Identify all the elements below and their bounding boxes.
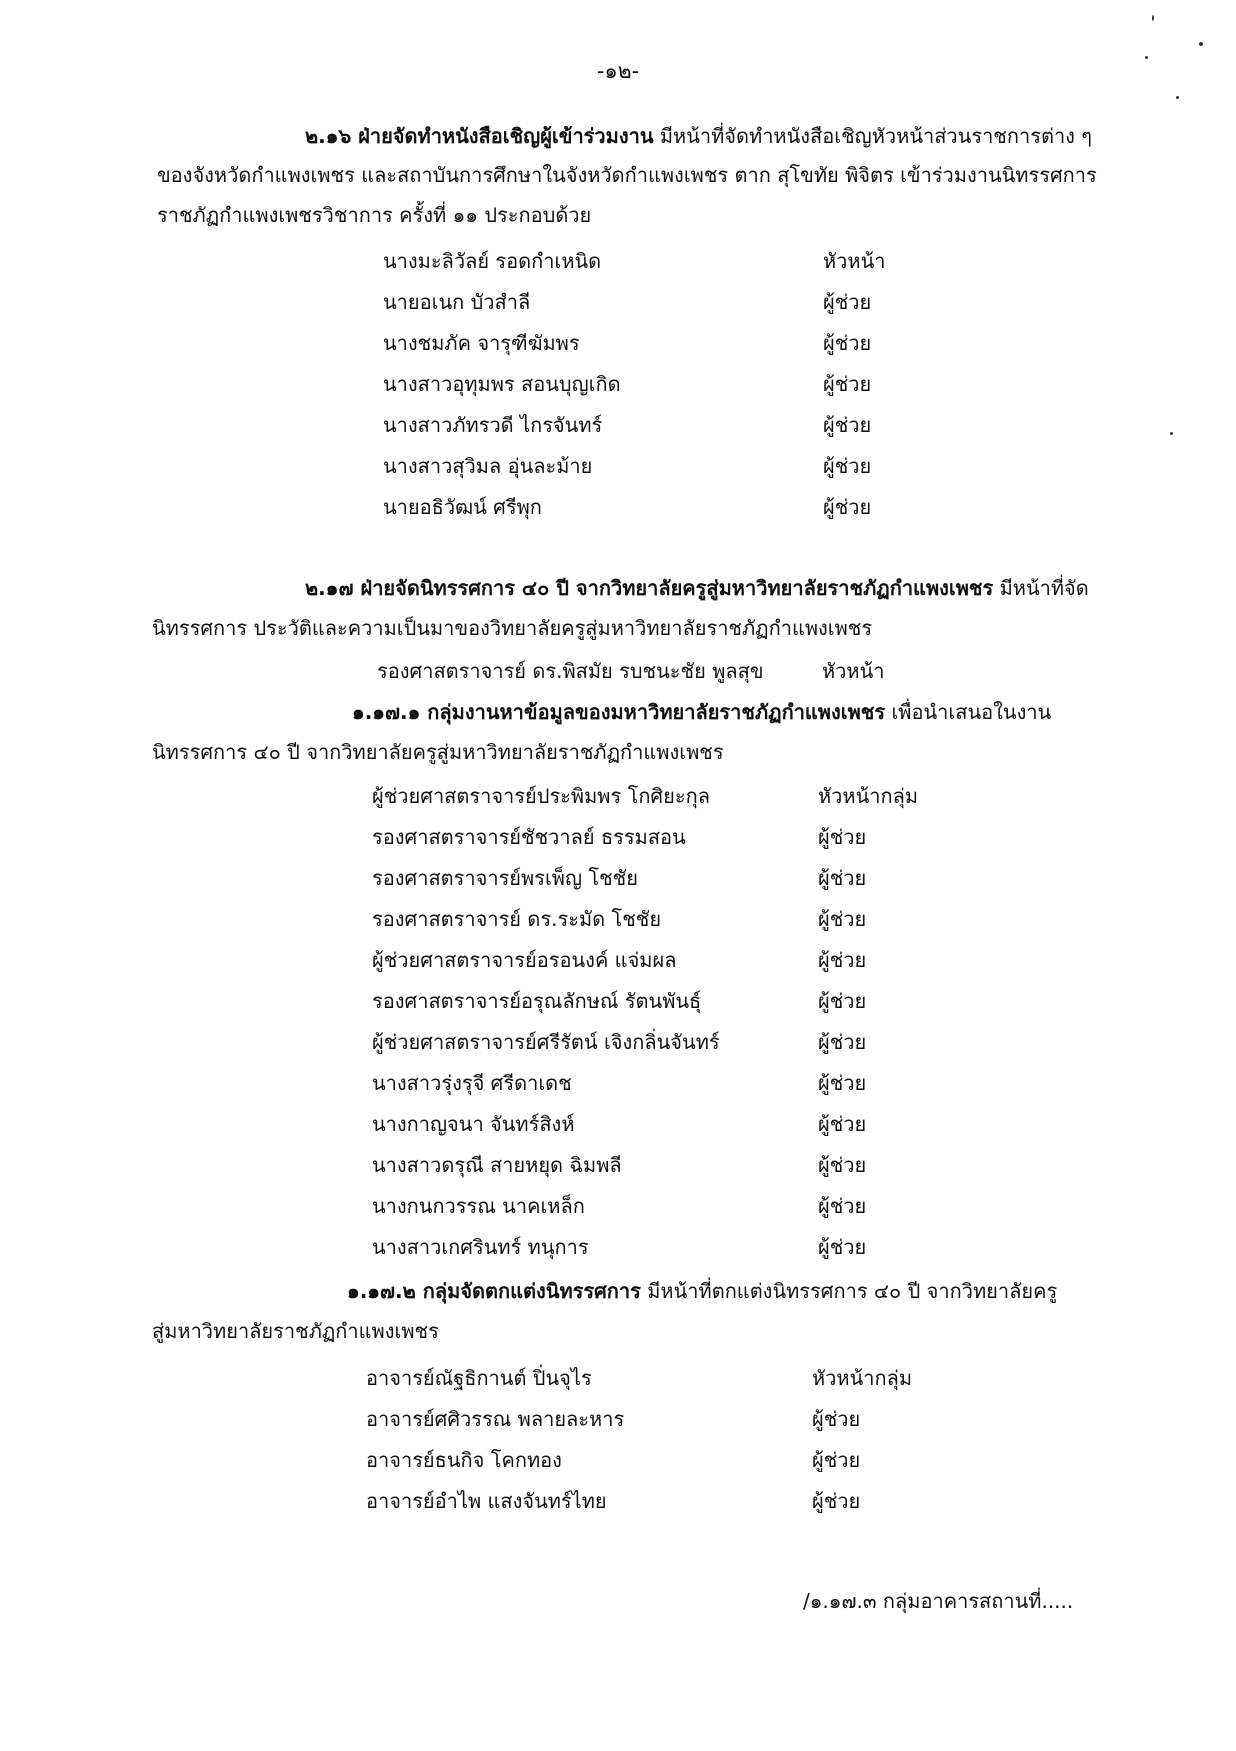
member-name: รองศาสตราจารย์พรเพ็ญ โชชัย bbox=[372, 866, 638, 890]
member-role: หัวหน้ากลุ่ม bbox=[812, 1366, 913, 1390]
member-role: ผู้ช่วย bbox=[823, 454, 872, 478]
member-role: ผู้ช่วย bbox=[818, 1071, 867, 1095]
group-1-line1-text: เพื่อนำเสนอในงาน bbox=[885, 700, 1052, 724]
member-name: นางชมภัค จารุฑีฆัมพร bbox=[383, 331, 580, 355]
member-role: ผู้ช่วย bbox=[818, 1194, 867, 1218]
section-2-17-head-role: หัวหน้า bbox=[822, 659, 885, 683]
section-2-16-line3: ราชภัฏกำแพงเพชรวิชาการ ครั้งที่ ๑๑ ประกอบด้วย bbox=[157, 203, 592, 227]
member-name: นางมะลิวัลย์ รอดกำเหนิด bbox=[383, 249, 602, 273]
member-role: ผู้ช่วย bbox=[818, 907, 867, 931]
section-2-17-head-name: รองศาสตราจารย์ ดร.พิสมัย รบชนะชัย พูลสุข bbox=[377, 659, 764, 683]
member-name: นางกาญจนา จันทร์สิงห์ bbox=[372, 1112, 575, 1136]
scan-speck bbox=[1152, 15, 1154, 21]
group-1-line2: นิทรรศการ ๔๐ ปี จากวิทยาลัยครูสู่มหาวิทยาลัยราชภัฏกำแพงเพชร bbox=[152, 740, 724, 764]
section-2-17-line2: นิทรรศการ ประวัติและความเป็นมาของวิทยาลัยครูสู่มหาวิทยาลัยราชภัฏกำแพงเพชร bbox=[152, 616, 873, 640]
group-2-line1 bbox=[347, 1275, 1057, 1307]
member-role: ผู้ช่วย bbox=[812, 1448, 861, 1472]
member-role: ผู้ช่วย bbox=[818, 1153, 867, 1177]
section-2-16-line1 bbox=[305, 120, 1092, 152]
member-name: รองศาสตราจารย์ชัชวาลย์ ธรรมสอน bbox=[372, 825, 686, 849]
group-1-line1 bbox=[352, 696, 1051, 728]
binder-hole-mark bbox=[1157, 1081, 1191, 1115]
member-role: ผู้ช่วย bbox=[823, 290, 872, 314]
scan-speck bbox=[1170, 432, 1173, 435]
page-number: -๑๒- bbox=[596, 59, 640, 83]
member-role: ผู้ช่วย bbox=[812, 1407, 861, 1431]
member-name: อาจารย์อำไพ แสงจันทร์ไทย bbox=[366, 1489, 607, 1513]
group-2-line2: สู่มหาวิทยาลัยราชภัฏกำแพงเพชร bbox=[152, 1319, 439, 1343]
member-role: ผู้ช่วย bbox=[818, 866, 867, 890]
member-name: อาจารย์ณัฐธิกานต์ ปิ่นจุไร bbox=[366, 1366, 592, 1390]
member-role: หัวหน้ากลุ่ม bbox=[818, 784, 919, 808]
group-1-heading: ๑.๑๗.๑ กลุ่มงานหาข้อมูลของมหาวิทยาลัยราชภัฏกำแพงเพชร bbox=[352, 700, 886, 724]
member-name: ผู้ช่วยศาสตราจารย์อรอนงค์ แจ่มผล bbox=[372, 948, 677, 972]
member-role: ผู้ช่วย bbox=[818, 1235, 867, 1259]
section-2-17-line1-text: มีหน้าที่จัด bbox=[993, 576, 1089, 600]
member-role: ผู้ช่วย bbox=[823, 372, 872, 396]
member-role: ผู้ช่วย bbox=[818, 989, 867, 1013]
member-role: ผู้ช่วย bbox=[823, 413, 872, 437]
continuation-note: /๑.๑๗.๓ กลุ่มอาคารสถานที่..... bbox=[803, 1589, 1074, 1613]
member-role: ผู้ช่วย bbox=[823, 331, 872, 355]
section-2-17-line1 bbox=[305, 572, 1089, 604]
section-2-16-line1-text: มีหน้าที่จัดทำหนังสือเชิญหัวหน้าส่วนราชการต่าง ๆ bbox=[653, 124, 1093, 148]
member-name: อาจารย์ศศิวรรณ พลายละหาร bbox=[366, 1407, 625, 1431]
member-name: นางสาวภัทรวดี ไกรจันทร์ bbox=[383, 413, 603, 437]
member-role: ผู้ช่วย bbox=[823, 495, 872, 519]
section-2-17-heading: ๒.๑๗ ฝ่ายจัดนิทรรศการ ๔๐ ปี จากวิทยาลัยครูสู่มหาวิทยาลัยราชภัฏกำแพงเพชร bbox=[305, 576, 994, 600]
member-name: นางสาวอุทุมพร สอนบุญเกิด bbox=[383, 372, 621, 396]
member-name: รองศาสตราจารย์ ดร.ระมัด โชชัย bbox=[372, 907, 662, 931]
group-2-heading: ๑.๑๗.๒ กลุ่มจัดตกแต่งนิทรรศการ bbox=[347, 1279, 641, 1303]
member-role: ผู้ช่วย bbox=[818, 948, 867, 972]
member-name: ผู้ช่วยศาสตราจารย์ศรีรัตน์ เจิงกลิ่นจันทร์ bbox=[372, 1030, 720, 1054]
member-role: ผู้ช่วย bbox=[812, 1489, 861, 1513]
scan-speck bbox=[1176, 96, 1179, 99]
member-name: นางสาวเกศรินทร์ ทนุการ bbox=[372, 1235, 589, 1259]
member-role: ผู้ช่วย bbox=[818, 1112, 867, 1136]
member-role: ผู้ช่วย bbox=[818, 825, 867, 849]
member-role: ผู้ช่วย bbox=[818, 1030, 867, 1054]
scan-speck bbox=[1145, 56, 1148, 59]
member-name: นายอธิวัฒน์ ศรีพุก bbox=[383, 495, 542, 519]
member-role: หัวหน้า bbox=[823, 249, 886, 273]
member-name: นางกนกวรรณ นาคเหล็ก bbox=[372, 1194, 585, 1218]
member-name: รองศาสตราจารย์อรุณลักษณ์ รัตนพันธุ์ bbox=[372, 989, 702, 1013]
member-name: อาจารย์ธนกิจ โคกทอง bbox=[366, 1448, 562, 1472]
section-2-16-heading: ๒.๑๖ ฝ่ายจัดทำหนังสือเชิญผู้เข้าร่วมงาน bbox=[305, 124, 654, 148]
member-name: นางสาวรุ่งรุจี ศรีดาเดช bbox=[372, 1071, 572, 1095]
binder-hole-mark bbox=[1162, 594, 1196, 628]
section-2-16-line2: ของจังหวัดกำแพงเพชร และสถาบันการศึกษาในจังหวัดกำแพงเพชร ตาก สุโขทัย พิจิตร เข้าร่วมงานนิทรรศการ bbox=[157, 163, 1097, 187]
member-name: ผู้ช่วยศาสตราจารย์ประพิมพร โกศิยะกุล bbox=[372, 784, 710, 808]
member-name: นายอเนก บัวสำลี bbox=[383, 290, 531, 314]
group-2-line1-text: มีหน้าที่ตกแต่งนิทรรศการ ๔๐ ปี จากวิทยาลัยครู bbox=[640, 1279, 1058, 1303]
member-name: นางสาวสุวิมล อุ่นละม้าย bbox=[383, 454, 593, 478]
scan-speck bbox=[1199, 42, 1203, 46]
member-name: นางสาวดรุณี สายหยุด ฉิมพลี bbox=[372, 1153, 622, 1177]
